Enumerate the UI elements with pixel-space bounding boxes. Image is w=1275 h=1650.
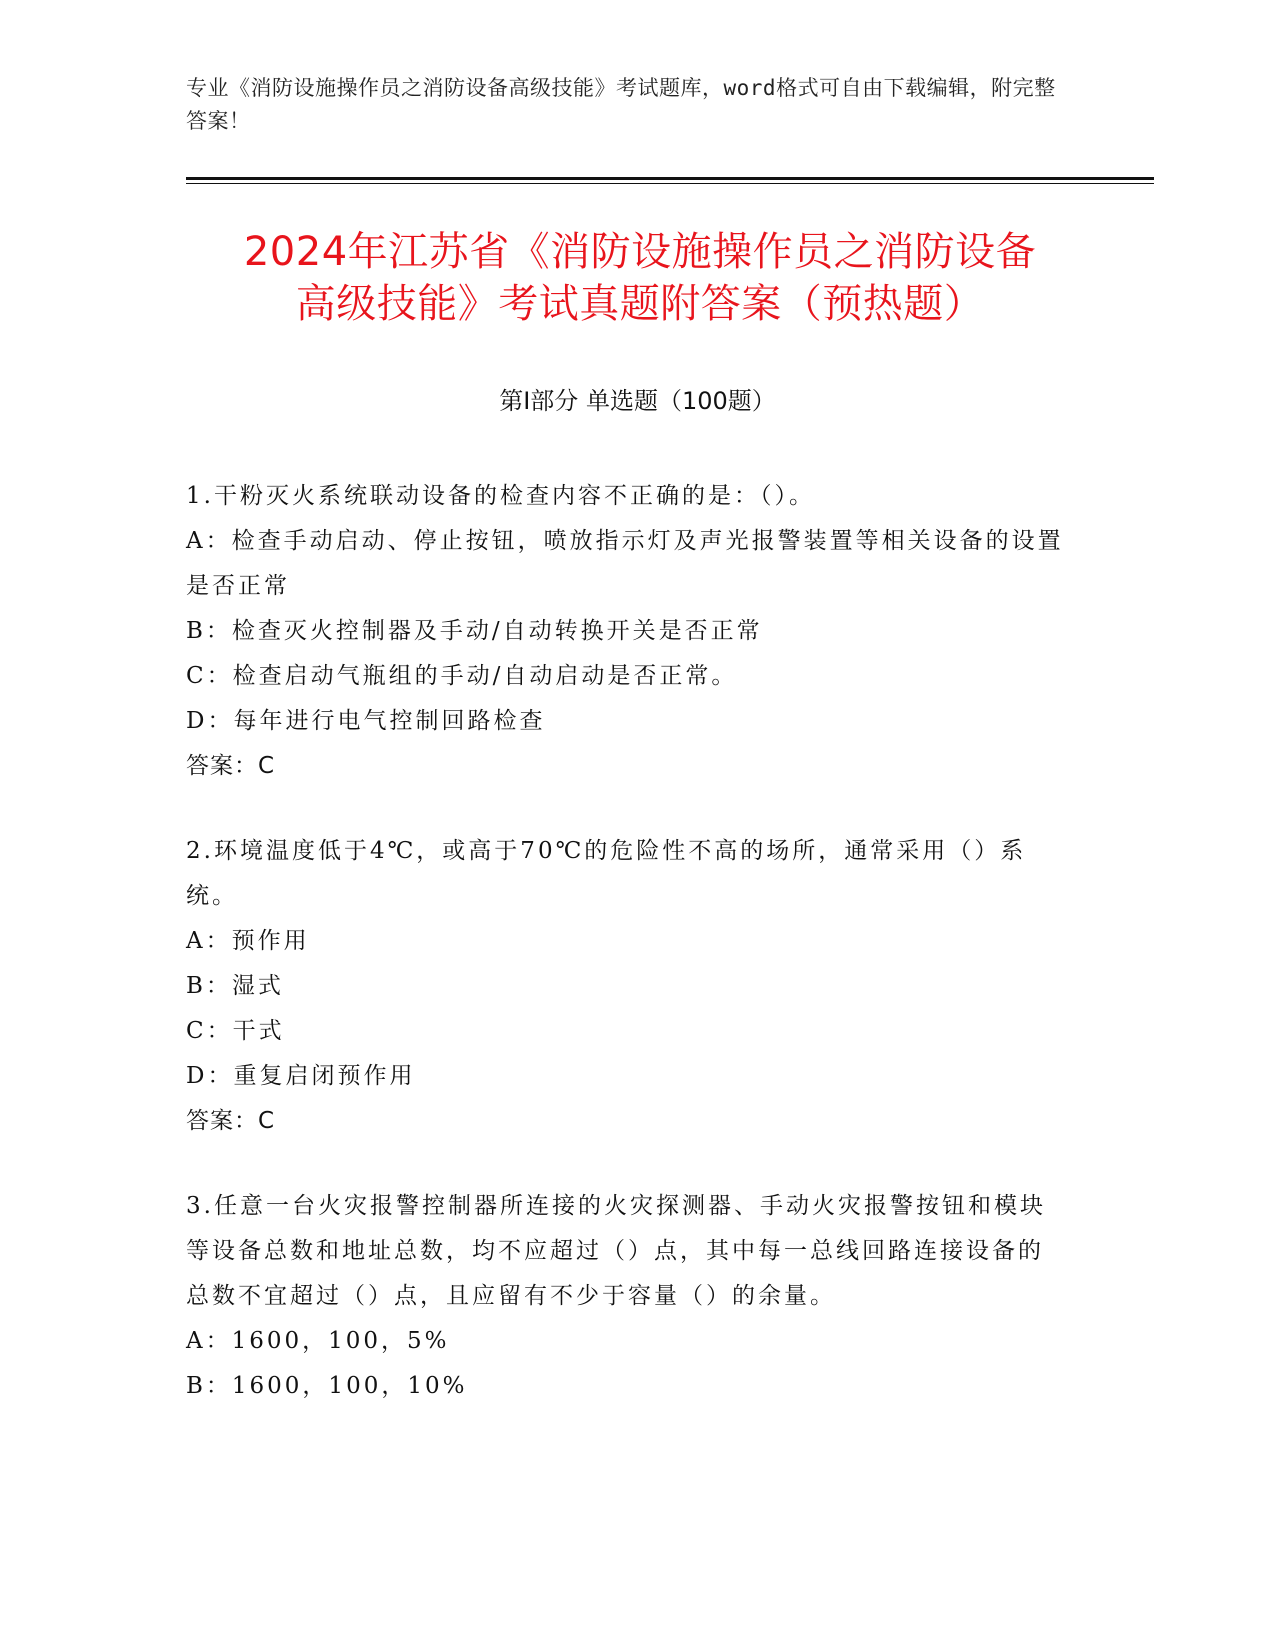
question-stem: 1.干粉灭火系统联动设备的检查内容不正确的是：（）。 [186,483,815,509]
document-title-line-1: 2024年江苏省《消防设施操作员之消防设备 [243,229,1037,275]
answer-line: 答案：C [186,753,276,779]
header-rule-thick [186,177,1154,180]
header-note: 专业《消防设施操作员之消防设备高级技能》考试题库，word格式可自由下载编辑，附完整答案！ [186,76,1056,133]
option-c: C：干式 [186,1018,285,1044]
document-title [170,226,1110,330]
option-a: A：预作用 [186,928,310,954]
option-a: A：检查手动启动、停止按钮，喷放指示灯及声光报警装置等相关设备的设置是否正常 [186,528,1064,599]
option-b: B：湿式 [186,973,284,999]
option-b: B：检查灭火控制器及手动/自动转换开关是否正常 [186,618,763,644]
option-a: A：1600，100，5% [186,1328,450,1354]
section-title: 第I部分 单选题（100题） [499,387,776,415]
option-c: C：检查启动气瓶组的手动/自动启动是否正常。 [186,663,738,689]
option-d: D：重复启闭预作用 [186,1063,416,1089]
question-stem: 2.环境温度低于4℃，或高于70℃的危险性不高的场所，通常采用（）系统。 [186,838,1027,909]
answer-line: 答案：C [186,1108,276,1134]
question-1 [186,474,1066,789]
document-title-line-2: 高级技能》考试真题附答案（预热题） [295,281,985,327]
question-3 [186,1184,1066,1409]
option-d: D：每年进行电气控制回路检查 [186,708,546,734]
header-rule-thin [186,183,1154,184]
question-2 [186,829,1066,1144]
question-list [186,474,1066,1449]
question-stem: 3.任意一台火灾报警控制器所连接的火灾探测器、手动火灾报警按钮和模块等设备总数和地址总数，均不应超过（）点，其中每一总线回路连接设备的总数不宜超过（）点，且应留有不少于容量（）的余量。 [186,1193,1046,1309]
option-b: B：1600，100，10% [186,1373,468,1399]
